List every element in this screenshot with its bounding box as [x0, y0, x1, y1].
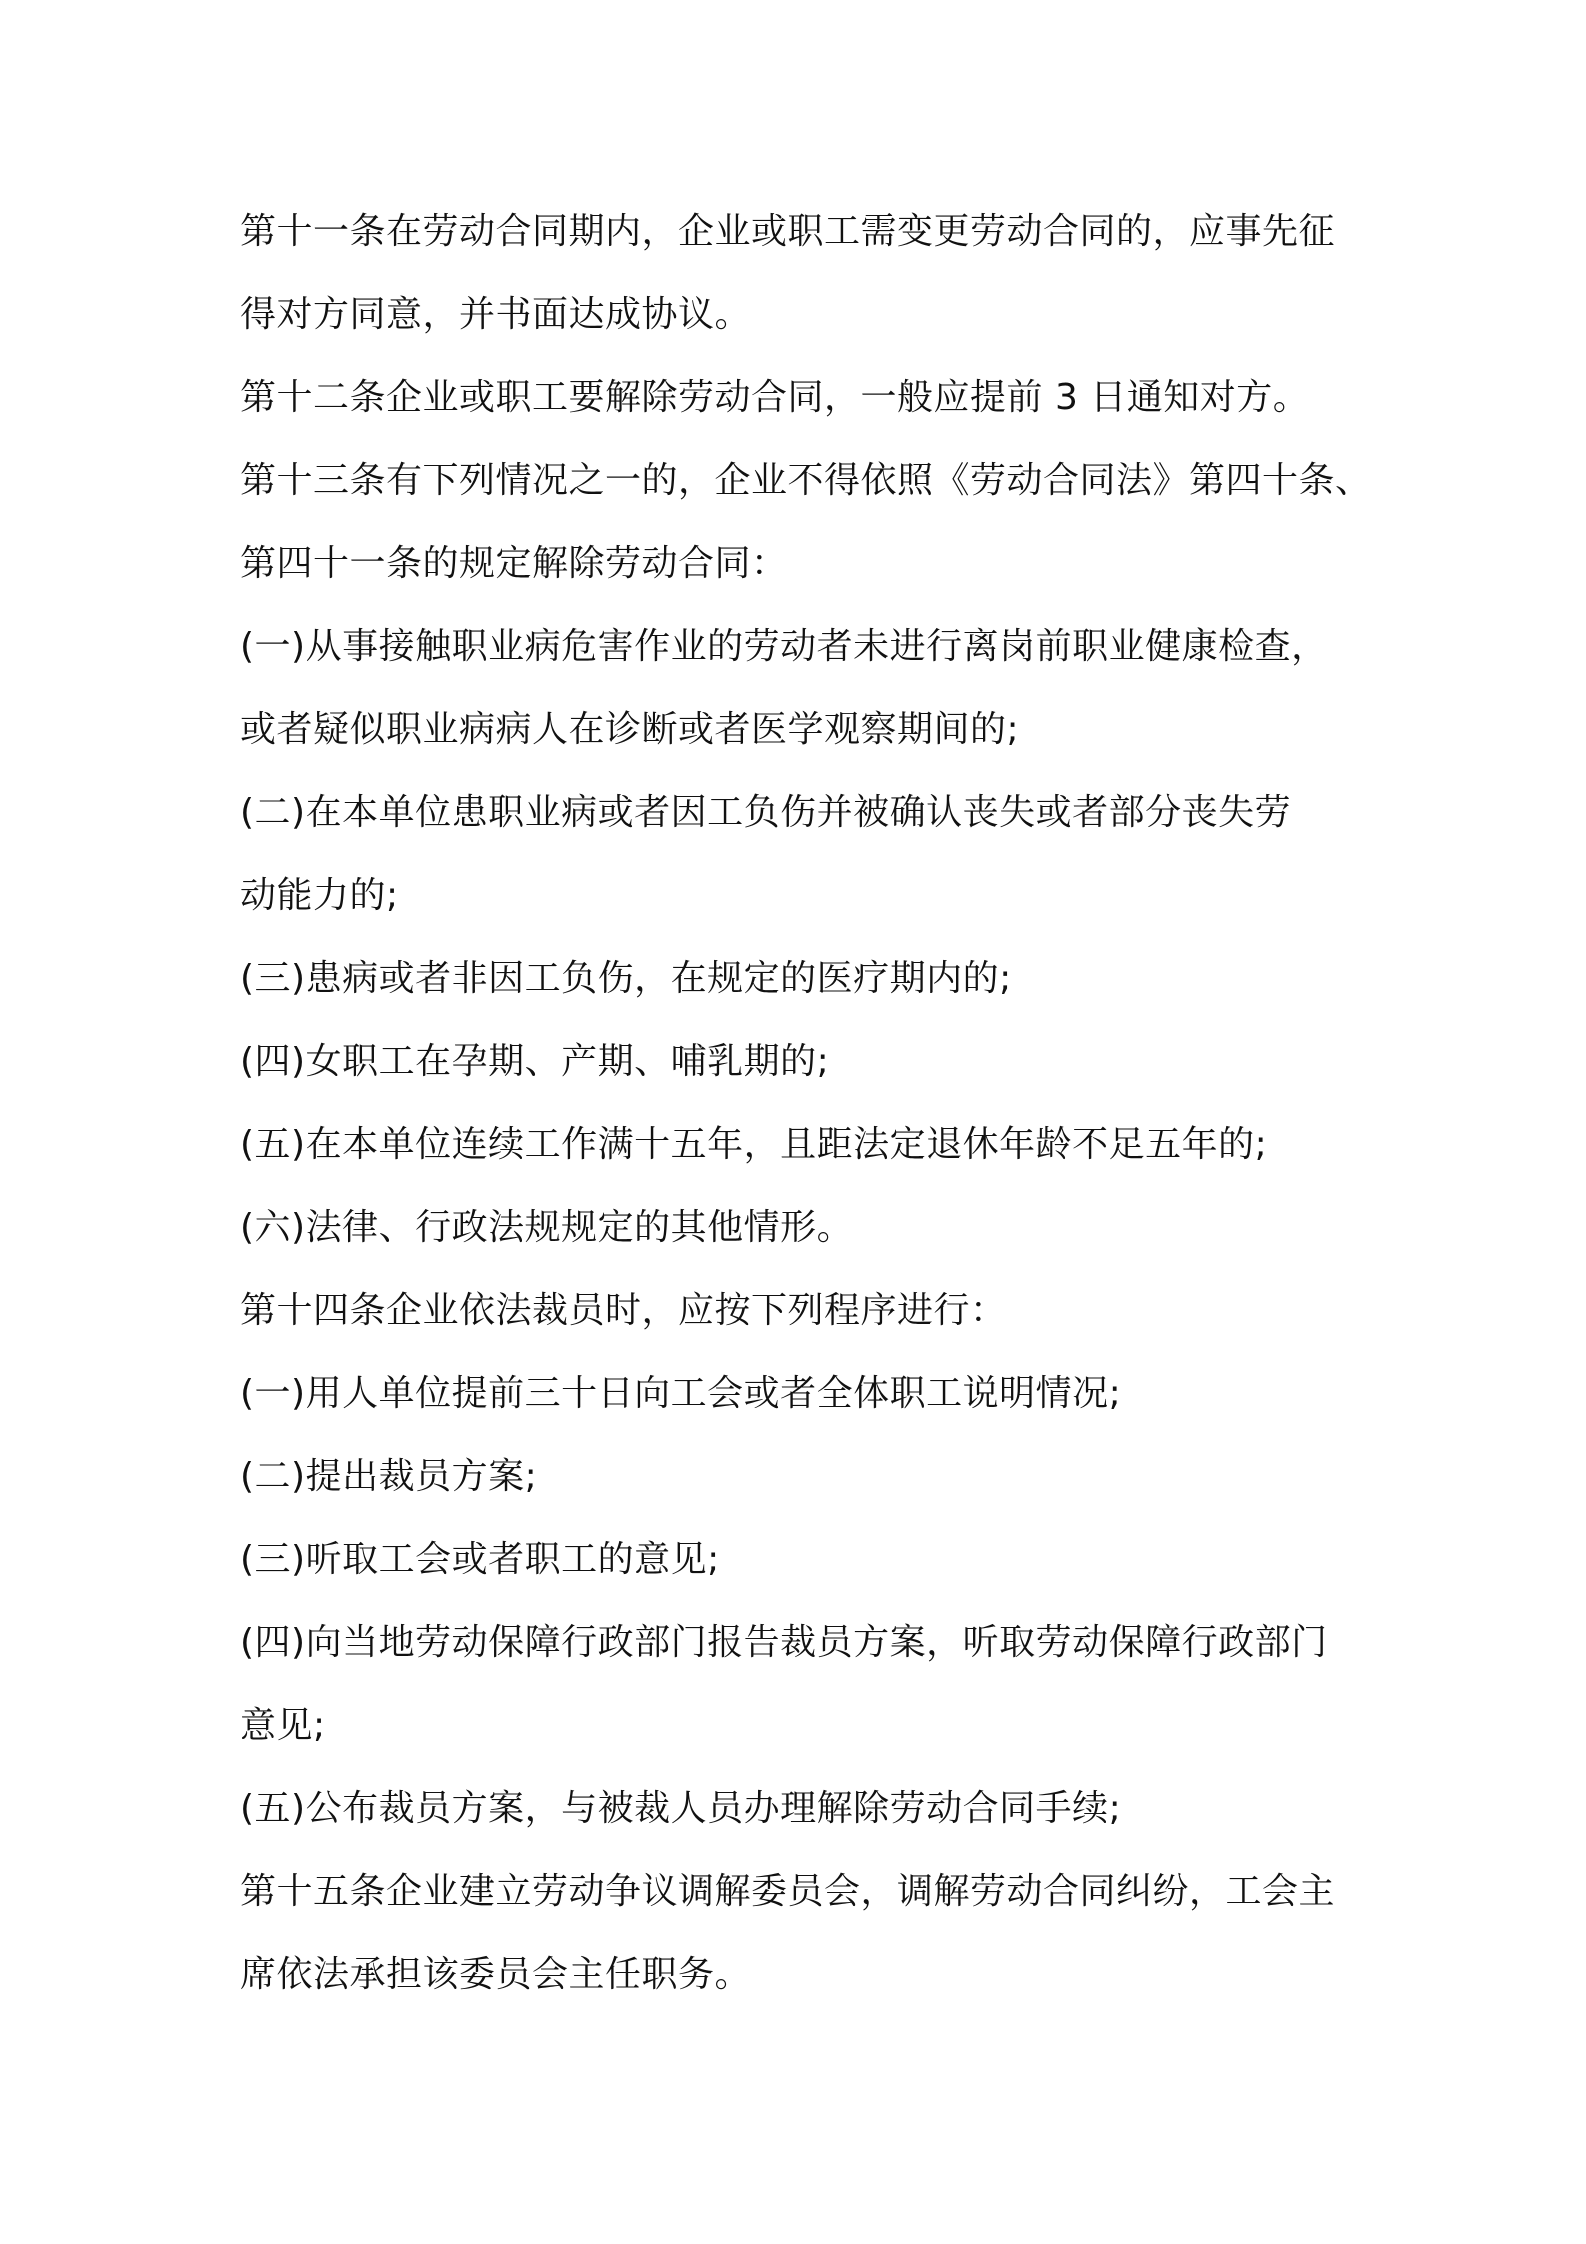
text-line: 第十三条有下列情况之一的，企业不得依照《劳动合同法》第四十条、	[240, 460, 1372, 501]
text-line: 或者疑似职业病病人在诊断或者医学观察期间的;	[240, 709, 1020, 750]
text-line: (一)从事接触职业病危害作业的劳动者未进行离岗前职业健康检查，	[240, 626, 1328, 667]
text-line: (二)提出裁员方案;	[240, 1456, 538, 1497]
text-line: 第十一条在劳动合同期内，企业或职工需变更劳动合同的，应事先征	[240, 211, 1336, 252]
text-line: 意见;	[240, 1705, 326, 1746]
text-line: (六)法律、行政法规规定的其他情形。	[240, 1207, 854, 1248]
text-line: (五)在本单位连续工作满十五年，且距法定退休年龄不足五年的;	[240, 1124, 1268, 1165]
text-line: 席依法承担该委员会主任职务。	[240, 1954, 752, 1995]
text-line: (四)向当地劳动保障行政部门报告裁员方案，听取劳动保障行政部门	[240, 1622, 1328, 1663]
text-line: (三)患病或者非因工负伤，在规定的医疗期内的;	[240, 958, 1012, 999]
text-line: (三)听取工会或者职工的意见;	[240, 1539, 720, 1580]
text-line: (四)女职工在孕期、产期、哺乳期的;	[240, 1041, 830, 1082]
text-line: (五)公布裁员方案，与被裁人员办理解除劳动合同手续;	[240, 1788, 1122, 1829]
text-line: 第四十一条的规定解除劳动合同：	[240, 543, 788, 584]
text-line: 第十五条企业建立劳动争议调解委员会，调解劳动合同纠纷，工会主	[240, 1871, 1336, 1912]
text-line: 第十四条企业依法裁员时，应按下列程序进行：	[240, 1290, 1007, 1331]
text-line: 第十二条企业或职工要解除劳动合同，一般应提前 3 日通知对方。	[240, 377, 1310, 418]
text-line: (二)在本单位患职业病或者因工负伤并被确认丧失或者部分丧失劳	[240, 792, 1292, 833]
text-line: (一)用人单位提前三十日向工会或者全体职工说明情况;	[240, 1373, 1122, 1414]
text-line: 得对方同意，并书面达成协议。	[240, 294, 752, 335]
document-body	[240, 190, 1372, 2016]
text-line: 动能力的;	[240, 875, 399, 916]
